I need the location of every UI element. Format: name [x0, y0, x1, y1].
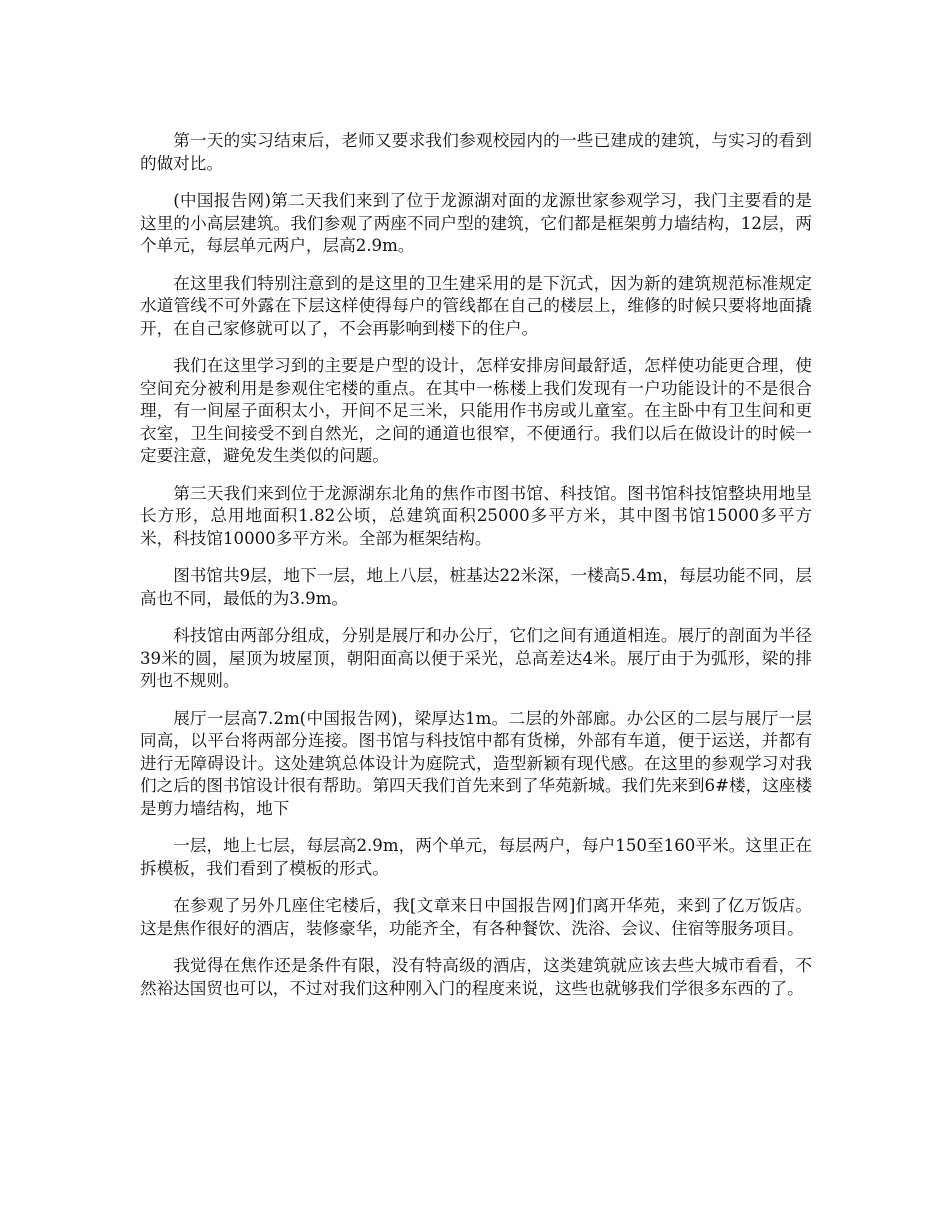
paragraph-11: 我觉得在焦作还是条件有限，没有特高级的酒店，这类建筑就应该去些大城市看看，不然裕达国贸也可以，不过对我们这种刚入门的程度来说，这些也就够我们学很多东西的了。: [140, 956, 812, 998]
document-body: [140, 130, 812, 1015]
paragraph-7: 科技馆由两部分组成，分别是展厅和办公厅，它们之间有通道相连。展厅的剖面为半径39米的圆，屋顶为坡屋顶，朝阳面高以便于采光，总高差达4米。展厅由于为弧形，梁的排列也不规则。: [140, 626, 812, 690]
paragraph-10: 在参观了另外几座住宅楼后，我[文章来日中国报告网]们离开华苑，来到了亿万饭店。这是焦作很好的酒店，装修豪华，功能齐全，有各种餐饮、洗浴、会议、住宿等服务项目。: [140, 896, 812, 938]
paragraph-9: 一层，地上七层，每层高2.9m，两个单元，每层两户，每户150至160平米。这里正在拆模板，我们看到了模板的形式。: [140, 836, 812, 878]
paragraph-3: 在这里我们特别注意到的是这里的卫生建采用的是下沉式，因为新的建筑规范标准规定水道管线不可外露在下层这样使得每户的管线都在自己的楼层上，维修的时候只要将地面撬开，在自己家修就可以了，不会再影响到楼下的住户。: [140, 273, 812, 338]
paragraph-5: 第三天我们来到位于龙源湖东北角的焦作市图书馆、科技馆。图书馆科技馆整块用地呈长方形，总用地面积1.82公顷，总建筑面积25000多平方米，其中图书馆15000多平方米，科技馆10000多平方米。全部为框架结构。: [140, 483, 812, 548]
paragraph-8: 展厅一层高7.2m(中国报告网)，梁厚达1m。二层的外部廊。办公区的二层与展厅一层同高，以平台将两部分连接。图书馆与科技馆中都有货梯，外部有车道，便于运送，并都有进行无障碍设计。这处建筑总体设计为庭院式，造型新颖有现代感。在这里的参观学习对我们之后的图书馆设计很有帮助。第四天我们首先来到了华苑新城。我们先来到6#楼，这座楼是剪力墙结构，地下: [140, 708, 812, 818]
paragraph-4: 我们在这里学习到的主要是户型的设计，怎样安排房间最舒适，怎样使功能更合理，使空间充分被利用是参观住宅楼的重点。在其中一栋楼上我们发现有一户功能设计的不是很合理，有一间屋子面积太小，开间不足三米，只能用作书房或儿童室。在主卧中有卫生间和更衣室，卫生间接受不到自然光，之间的通道也很窄，不便通行。我们以后在做设计的时候一定要注意，避免发生类似的问题。: [140, 356, 812, 465]
paragraph-2: (中国报告网)第二天我们来到了位于龙源湖对面的龙源世家参观学习，我门主要看的是这里的小高层建筑。我们参观了两座不同户型的建筑，它们都是框架剪力墙结构，12层，两个单元，每层单元两户，层高2.9m。: [140, 191, 812, 255]
paragraph-1: 第一天的实习结束后，老师又要求我们参观校园内的一些已建成的建筑，与实习的看到的做对比。: [140, 131, 812, 173]
paragraph-6: 图书馆共9层，地下一层，地上八层，桩基达22米深，一楼高5.4m，每层功能不同，层高也不同，最低的为3.9m。: [140, 566, 812, 608]
